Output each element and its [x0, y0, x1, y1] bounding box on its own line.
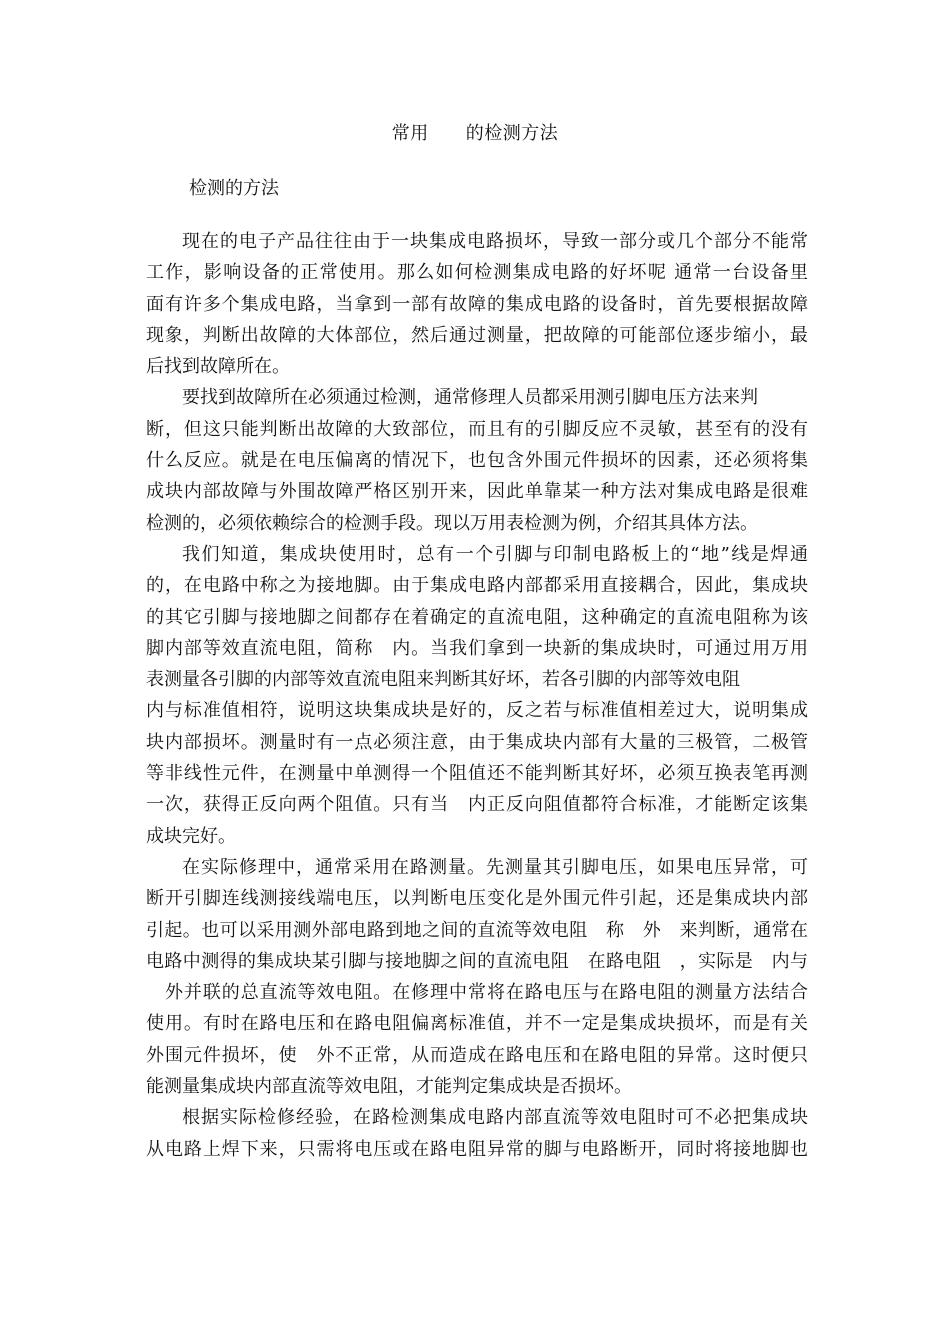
section-heading: 检测的方法 [189, 178, 279, 199]
text-line: 脚内部等效直流电阻，简称 内。当我们拿到一块新的集成块时，可通过用万用 [146, 637, 808, 659]
text-line: 断，但这只能判断出故障的大致部位，而且有的引脚反应不灵敏，甚至有的没有 [146, 418, 808, 440]
text-line: 外围元件损坏，使 外不正常，从而造成在路电压和在路电阻的异常。这时便只 [146, 1044, 808, 1066]
text-line: 现在的电子产品往往由于一块集成电路损坏，导致一部分或几个部分不能常 [182, 231, 808, 252]
text-line: 面有许多个集成电路，当拿到一部有故障的集成电路的设备时，首先要根据故障 [146, 293, 808, 315]
page-title: 常用 的检测方法 [391, 123, 559, 144]
text-line: 的，在电路中称之为接地脚。由于集成电路内部都采用直接耦合，因此，集成块 [146, 575, 808, 597]
text-line: 检测的，必须依赖综合的检测手段。现以万用表检测为例，介绍其具体方法。 [146, 512, 758, 534]
text-line: 一次，获得正反向两个阻值。只有当 内正反向阻值都符合标准，才能断定该集 [146, 794, 808, 816]
text-line: 的其它引脚与接地脚之间都存在着确定的直流电阻，这种确定的直流电阻称为该 [146, 606, 808, 628]
text-line: 内与标准值相符，说明这块集成块是好的，反之若与标准值相差过大，说明集成 [146, 700, 808, 722]
text-line: 现象，判断出故障的大体部位，然后通过测量，把故障的可能部位逐步缩小，最 [146, 324, 808, 346]
text-line: 块内部损坏。测量时有一点必须注意，由于集成块内部有大量的三极管，二极管 [146, 731, 808, 753]
text-line: 电路中测得的集成块某引脚与接地脚之间的直流电阻 在路电阻 ，实际是 内与 [146, 950, 808, 972]
text-line: 成块内部故障与外围故障严格区别开来，因此单靠某一种方法对集成电路是很难 [146, 481, 808, 503]
text-line: 成块完好。 [146, 825, 236, 847]
text-line: 引起。也可以采用测外部电路到地之间的直流等效电阻 称 外 来判断，通常在 [146, 919, 808, 941]
text-line: 根据实际检修经验，在路检测集成电路内部直流等效电阻时可不必把集成块 [182, 1107, 808, 1129]
text-line: 断开引脚连线测接线端电压，以判断电压变化是外围元件引起，还是集成块内部 [146, 888, 808, 910]
text-line: 外并联的总直流等效电阻。在修理中常将在路电压与在路电阻的测量方法结合 [146, 982, 808, 1004]
text-line: 工作，影响设备的正常使用。那么如何检测集成电路的好坏呢 通常一台设备里 [146, 262, 808, 284]
body-text [146, 226, 808, 1165]
text-line: 使用。有时在路电压和在路电阻偏离标准值，并不一定是集成块损坏，而是有关 [146, 1013, 808, 1035]
text-line: 等非线性元件，在测量中单测得一个阻值还不能判断其好坏，必须互换表笔再测 [146, 763, 808, 785]
text-line: 什么反应。就是在电压偏离的情况下，也包含外围元件损坏的因素，还必须将集 [146, 450, 808, 472]
text-line: 要找到故障所在必须通过检测，通常修理人员都采用测引脚电压方法来判 [182, 387, 758, 409]
text-line: 我们知道，集成块使用时，总有一个引脚与印制电路板上的“地”线是焊通 [182, 543, 808, 565]
text-line: 后找到故障所在。 [146, 356, 290, 378]
text-line: 表测量各引脚的内部等效直流电阻来判断其好坏，若各引脚的内部等效电阻 [146, 669, 740, 691]
text-line: 从电路上焊下来，只需将电压或在路电阻异常的脚与电路断开，同时将接地脚也 [146, 1138, 808, 1160]
text-line: 能测量集成块内部直流等效电阻，才能判定集成块是否损坏。 [146, 1076, 632, 1098]
text-line: 在实际修理中，通常采用在路测量。先测量其引脚电压，如果电压异常，可 [182, 856, 808, 878]
